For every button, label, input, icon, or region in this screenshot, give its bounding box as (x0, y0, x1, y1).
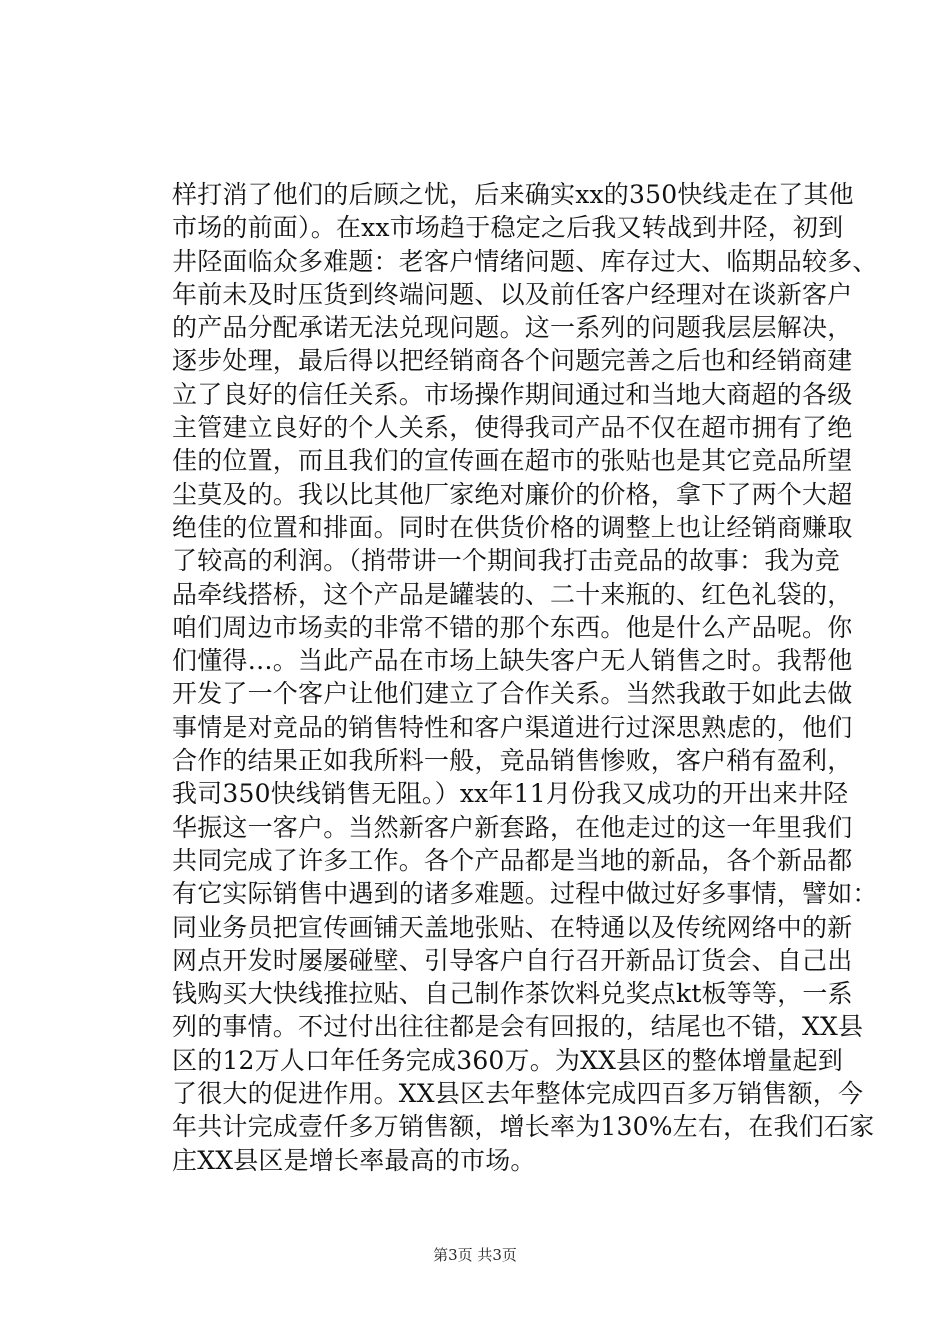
text-line: 佳的位置，而且我们的宣传画在超市的张贴也是其它竞品所望 (172, 446, 853, 476)
text-line: 庄XX县区是增长率最高的市场。 (172, 1145, 536, 1175)
text-line: 样打消了他们的后顾之忧，后来确实xx的350快线走在了其他 (172, 180, 854, 209)
text-line: 逐步处理，最后得以把经销商各个问题完善之后也和经销商建 (172, 346, 853, 376)
text-line: 市场的前面）。在xx市场趋于稳定之后我又转战到井陉，初到 (172, 213, 844, 243)
text-line: 列的事情。不过付出往往都是会有回报的，结尾也不错，XX县 (172, 1012, 864, 1042)
body-paragraph (172, 178, 878, 1177)
text-line: 年共计完成壹仟多万销售额，增长率为130%左右，在我们石家 (172, 1112, 875, 1142)
text-line: 尘莫及的。我以比其他厂家绝对廉价的价格，拿下了两个大超 (172, 479, 853, 509)
text-line: 立了良好的信任关系。市场操作期间通过和当地大商超的各级 (172, 379, 853, 409)
page-number-footer: 第3页 共3页 (433, 1246, 517, 1264)
text-line: 共同完成了许多工作。各个产品都是当地的新品，各个新品都 (172, 845, 853, 875)
text-line: 我司350快线销售无阻。）xx年11月份我又成功的开出来井陉 (172, 779, 849, 809)
text-line: 事情是对竞品的销售特性和客户渠道进行过深思熟虑的，他们 (172, 712, 853, 742)
text-line: 咱们周边市场卖的非常不错的那个东西。他是什么产品呢。你 (172, 612, 853, 642)
text-line: 品牵线搭桥，这个产品是罐装的、二十来瓶的、红色礼袋的， (172, 579, 853, 609)
text-line: 开发了一个客户让他们建立了合作关系。当然我敢于如此去做 (172, 679, 853, 709)
text-line: 的产品分配承诺无法兑现问题。这一系列的问题我层层解决， (172, 313, 853, 343)
text-line: 绝佳的位置和排面。同时在供货价格的调整上也让经销商赚取 (172, 512, 853, 542)
text-line: 网点开发时屡屡碰壁、引导客户自行召开新品订货会、自己出 (172, 945, 853, 975)
text-line: 们懂得…。当此产品在市场上缺失客户无人销售之时。我帮他 (172, 646, 853, 676)
text-line: 主管建立良好的个人关系，使得我司产品不仅在超市拥有了绝 (172, 413, 853, 443)
text-line: 了较高的利润。（捎带讲一个期间我打击竞品的故事：我为竞 (172, 546, 840, 576)
text-line: 井陉面临众多难题：老客户情绪问题、库存过大、临期品较多、 (172, 246, 878, 276)
text-line: 有它实际销售中遇到的诸多难题。过程中做过好多事情，譬如： (172, 879, 878, 909)
text-line: 钱购买大快线推拉贴、自己制作茶饮料兑奖点kt板等等，一系 (172, 979, 853, 1009)
text-line: 了很大的促进作用。XX县区去年整体完成四百多万销售额，今 (172, 1079, 864, 1109)
text-line: 同业务员把宣传画铺天盖地张贴、在特通以及传统网络中的新 (172, 912, 853, 942)
text-line: 年前未及时压货到终端问题、以及前任客户经理对在谈新客户 (172, 279, 853, 309)
text-line: 区的12万人口年任务完成360万。为XX县区的整体增量起到 (172, 1045, 843, 1075)
text-line: 华振这一客户。当然新客户新套路，在他走过的这一年里我们 (172, 812, 853, 842)
text-line: 合作的结果正如我所料一般，竞品销售惨败，客户稍有盈利， (172, 746, 853, 776)
